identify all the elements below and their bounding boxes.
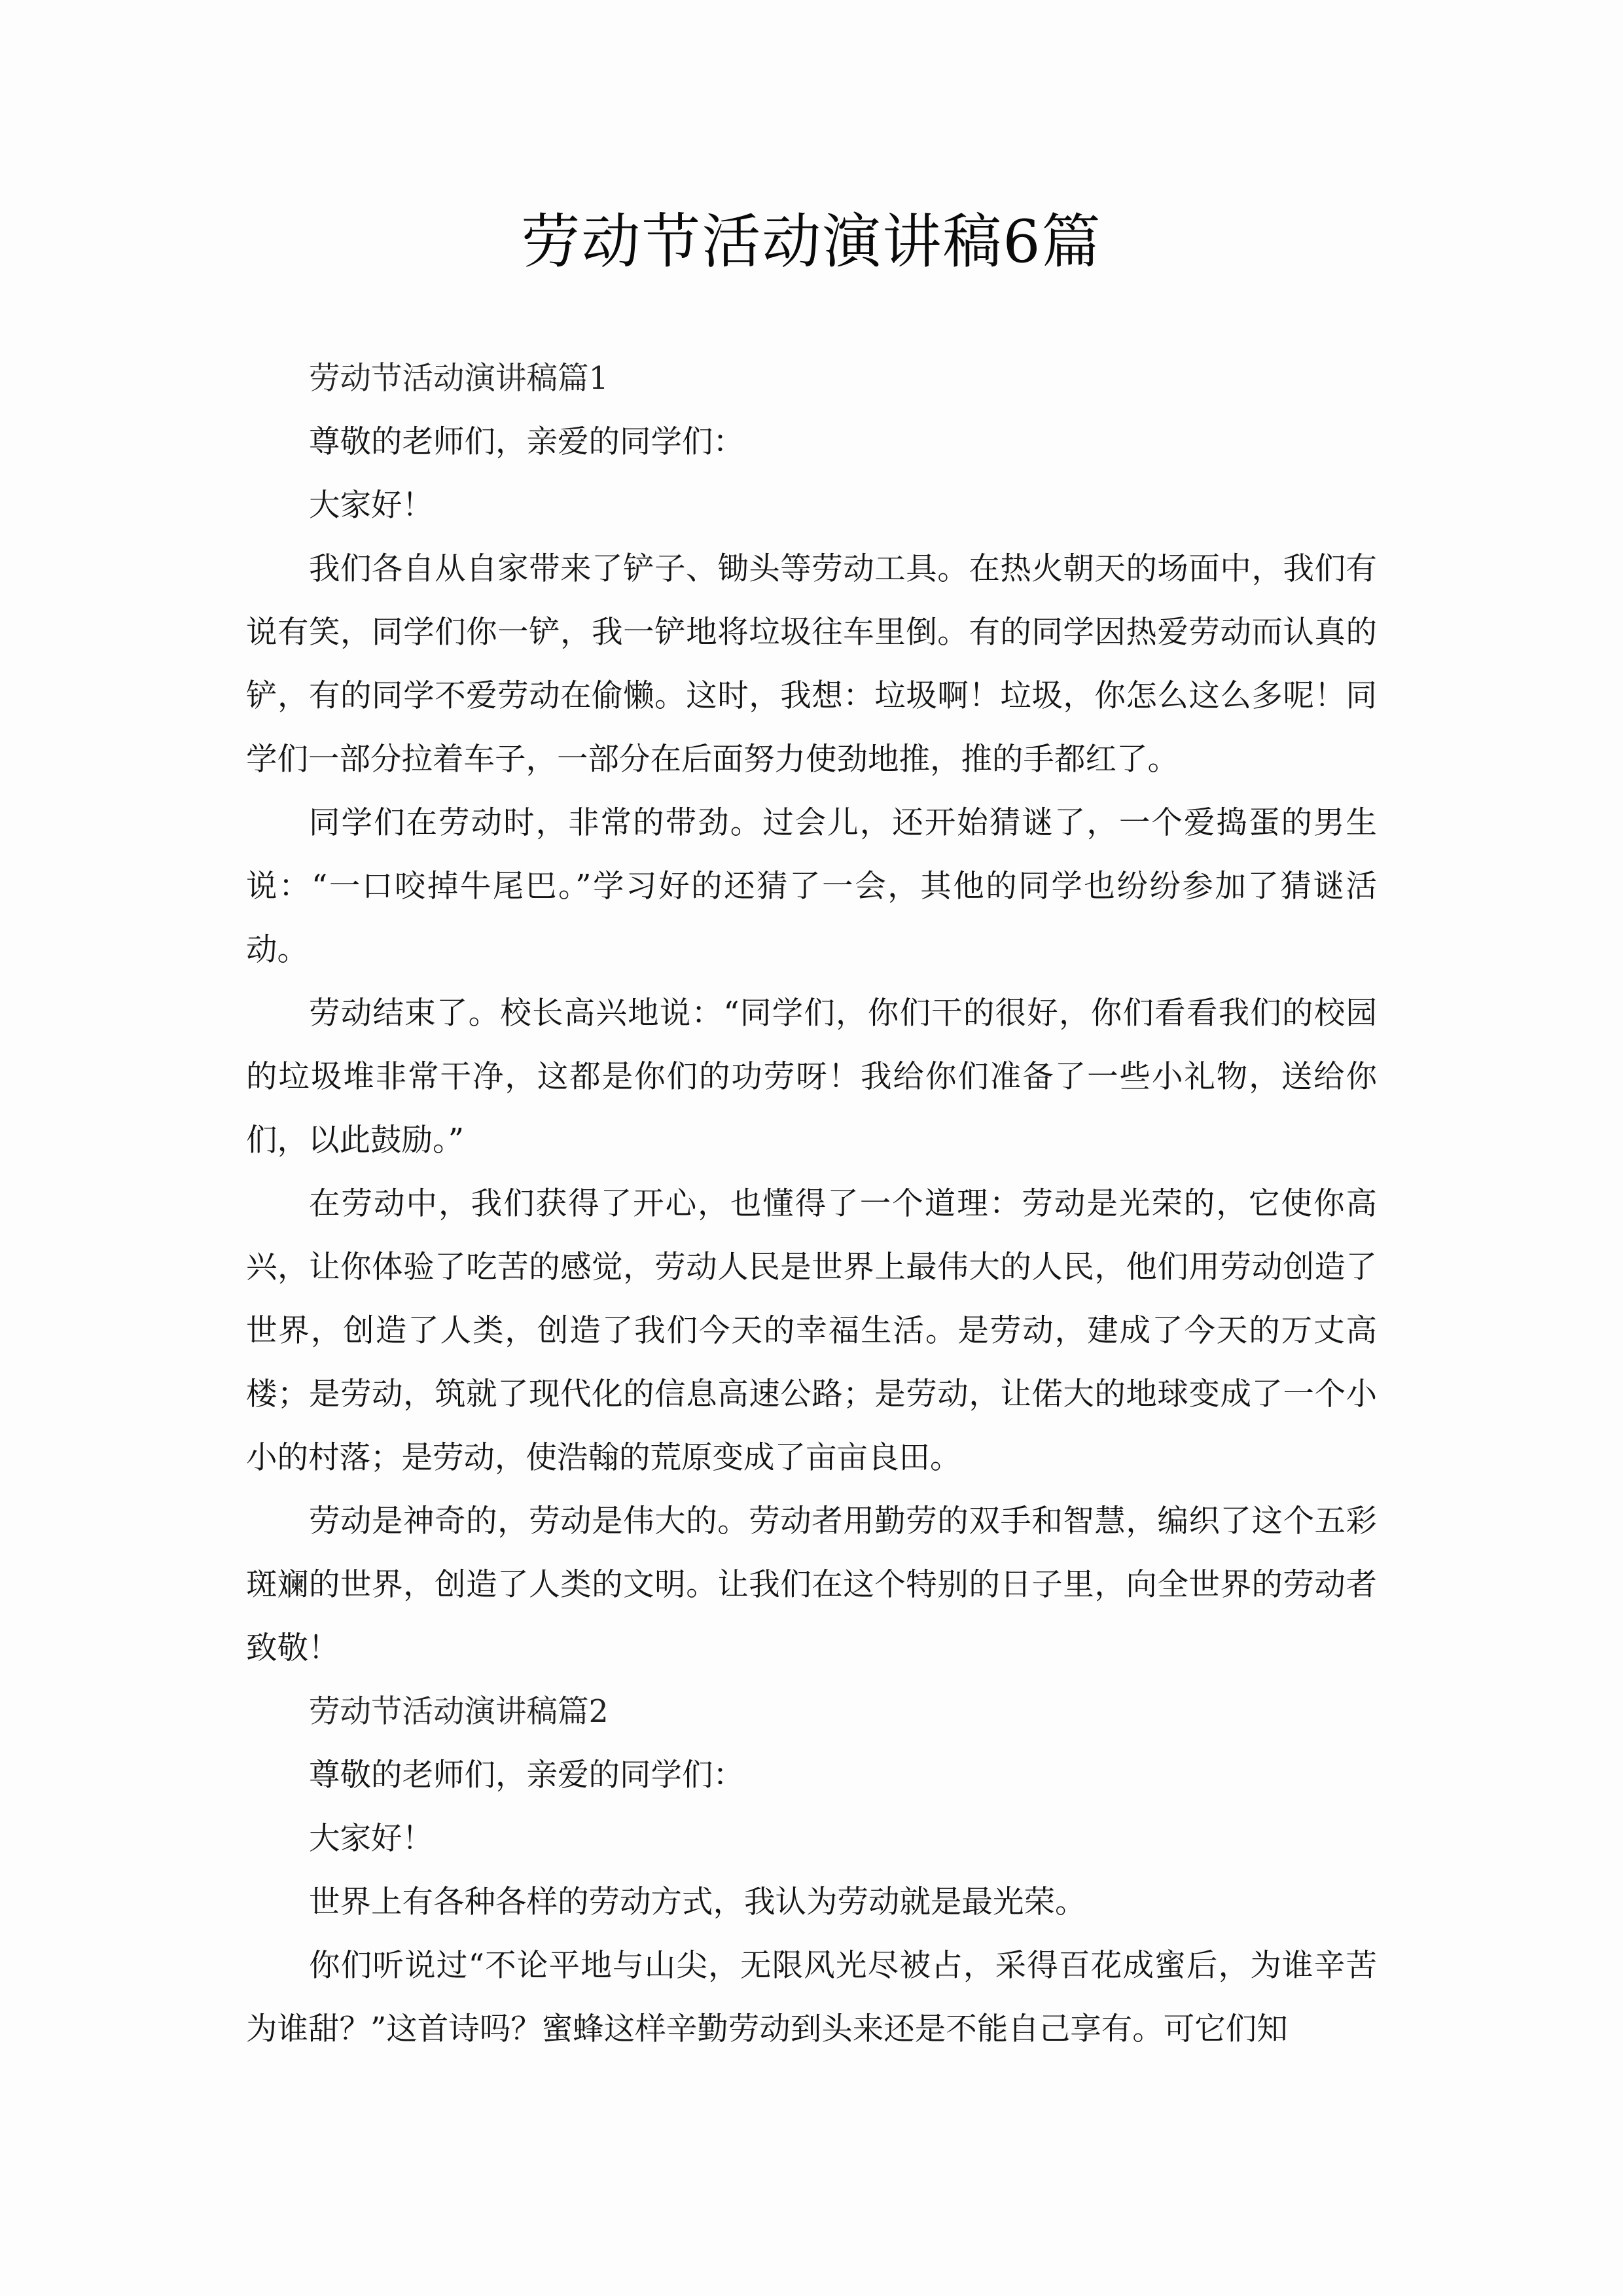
body-paragraph: 世界上有各种各样的劳动方式，我认为劳动就是最光荣。 (309, 1884, 1086, 1920)
salutation-paragraph: 尊敬的老师们，亲爱的同学们： (309, 1757, 744, 1793)
section-heading-2: 劳动节活动演讲稿篇2 (309, 1694, 609, 1730)
document-title: 劳动节活动演讲稿6篇 (521, 207, 1102, 276)
body-paragraph: 劳动结束了。校长高兴地说：“同学们，你们干的很好，你们看看我们的校园的垃圾堆非常干净，这都是你们的功劳呀！我给你们准备了一些小礼物，送给你们，以此鼓励。” (246, 996, 1377, 1158)
salutation-paragraph: 尊敬的老师们，亲爱的同学们： (309, 424, 744, 460)
body-paragraph: 劳动是神奇的，劳动是伟大的。劳动者用勤劳的双手和智慧，编织了这个五彩斑斓的世界，创造了人类的文明。让我们在这个特别的日子里，向全世界的劳动者致敬！ (246, 1503, 1377, 1666)
greeting-paragraph: 大家好！ (309, 1821, 433, 1857)
greeting-paragraph: 大家好！ (309, 488, 433, 524)
document-body (246, 347, 1377, 2061)
body-paragraph: 我们各自从自家带来了铲子、锄头等劳动工具。在热火朝天的场面中，我们有说有笑，同学们你一铲，我一铲地将垃圾往车里倒。有的同学因热爱劳动而认真的铲，有的同学不爱劳动在偷懒。这时，我想：垃圾啊！垃圾，你怎么这么多呢！同学们一部分拉着车子，一部分在后面努力使劲地推，推的手都红了。 (246, 551, 1377, 778)
body-paragraph: 在劳动中，我们获得了开心，也懂得了一个道理：劳动是光荣的，它使你高兴，让你体验了吃苦的感觉，劳动人民是世界上最伟大的人民，他们用劳动创造了世界，创造了人类，创造了我们今天的幸福生活。是劳动，建成了今天的万丈高楼；是劳动，筑就了现代化的信息高速公路；是劳动，让偌大的地球变成了一个小小的村落；是劳动，使浩翰的荒原变成了亩亩良田。 (246, 1186, 1377, 1476)
section-heading-1: 劳动节活动演讲稿篇1 (309, 361, 609, 397)
body-paragraph: 你们听说过“不论平地与山尖，无限风光尽被占，采得百花成蜜后，为谁辛苦为谁甜？”这首诗吗？蜜蜂这样辛勤劳动到头来还是不能自己享有。可它们知 (246, 1948, 1377, 2047)
body-paragraph: 同学们在劳动时，非常的带劲。过会儿，还开始猜谜了，一个爱捣蛋的男生说：“一口咬掉牛尾巴。”学习好的还猜了一会，其他的同学也纷纷参加了猜谜活动。 (246, 805, 1377, 968)
